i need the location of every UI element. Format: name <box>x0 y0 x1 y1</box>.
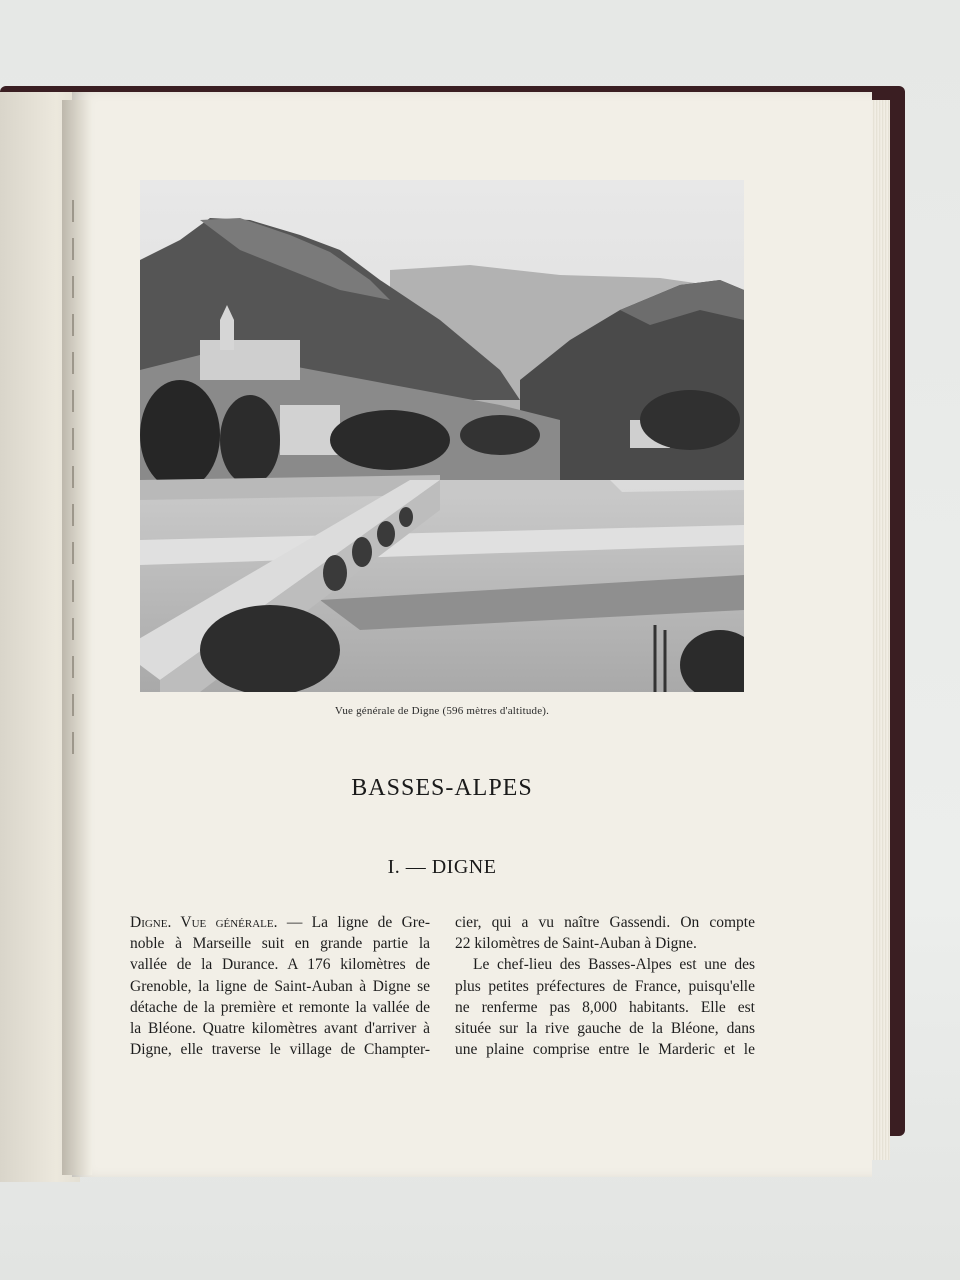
text-line: une plaine comprise entre le Marderic et le <box>455 1041 755 1059</box>
text-column-left <box>130 912 430 1060</box>
text-line: 22 kilomètres de Saint-Auban à Digne. <box>455 935 697 953</box>
text-line: la Bléone. Quatre kilomètres avant d'arriver à <box>130 1020 430 1038</box>
lead-in-heading: Digne. Vue générale. <box>130 914 278 931</box>
text-column-right <box>455 912 755 1060</box>
binding-stitch <box>72 200 74 760</box>
text-line: ne renferme pas 8,000 habitants. Elle est <box>455 998 755 1016</box>
text-line: détache de la première et remonte la vallée de <box>130 998 430 1016</box>
book-gutter <box>62 100 92 1175</box>
text-line: Digne, elle traverse le village de Champter- <box>130 1041 430 1059</box>
text-line: située sur la rive gauche de la Bléone, dans <box>455 1020 755 1038</box>
photo-vue-generale-digne <box>140 180 744 692</box>
text-line: vallée de la Durance. A 176 kilomètres de <box>130 956 430 974</box>
text-line: plus petites préfectures de France, puisqu'elle <box>455 977 755 995</box>
photo-illustration <box>140 180 744 692</box>
chapter-title: I. — DIGNE <box>387 856 497 878</box>
text-line-segment: — La ligne de Gre- <box>277 914 430 931</box>
photo-caption: Vue générale de Digne (596 mètres d'altitude). <box>334 705 550 717</box>
text-line: noble à Marseille suit en grande partie la <box>130 935 430 953</box>
text-line: cier, qui a vu naître Gassendi. On compte <box>455 914 755 931</box>
text-line: Grenoble, la ligne de Saint-Auban à Digne se <box>130 977 430 995</box>
text-line: Le chef-lieu des Basses-Alpes est une des <box>473 956 755 974</box>
text-line <box>130 912 430 933</box>
section-title: BASSES-ALPES <box>351 775 533 801</box>
